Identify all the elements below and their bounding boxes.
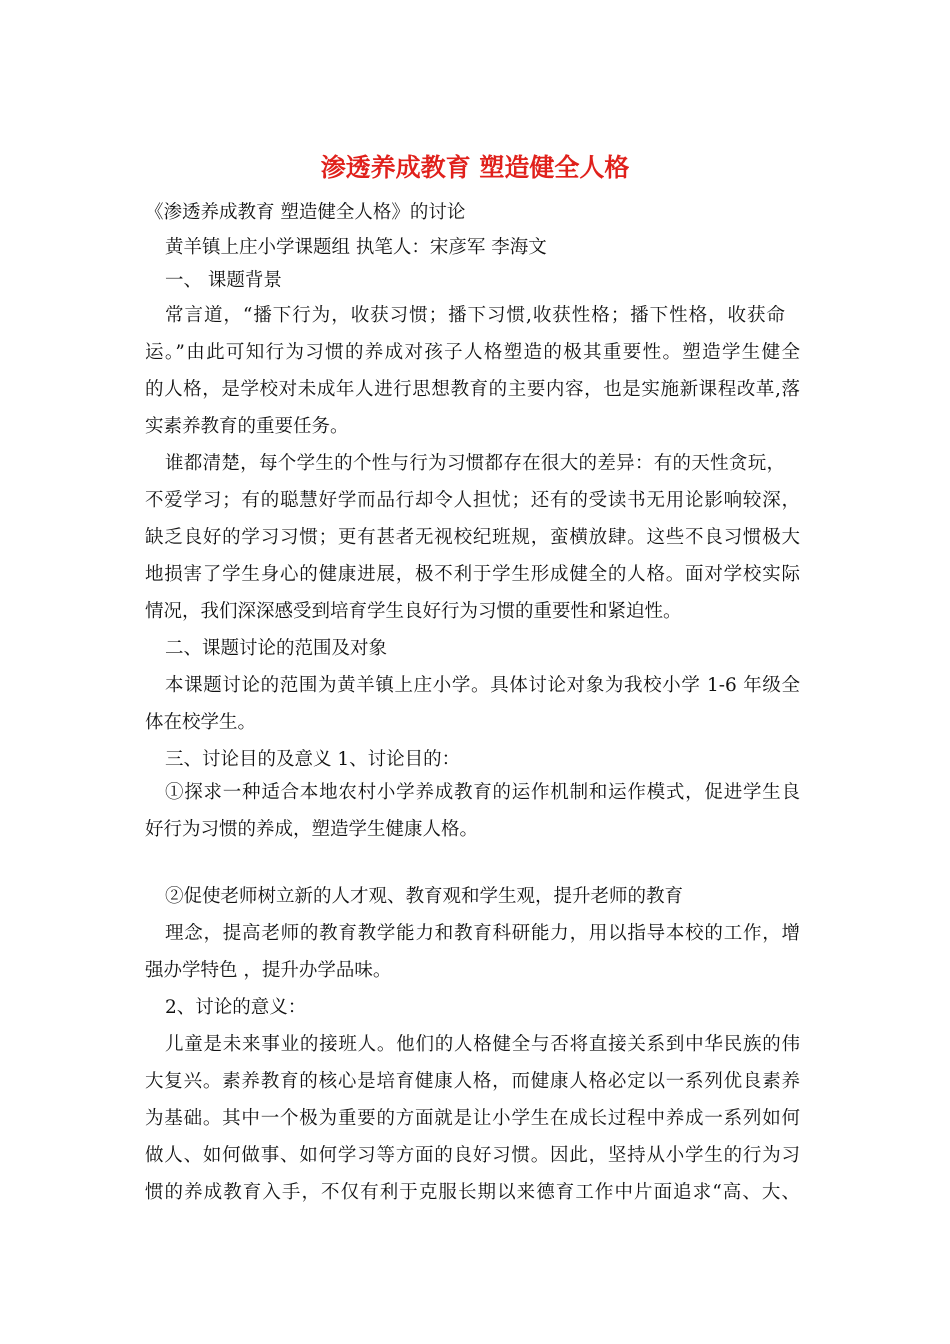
list-item-line: 理念，提高老师的教育教学能力和教育科研能力，用以指导本校的工作，增 bbox=[165, 923, 800, 944]
paragraph-line: 惯的养成教育入手，不仅有利于克服长期以来德育工作中片面追求“高、大、 bbox=[145, 1182, 800, 1203]
paragraph-line: 常言道，“播下行为，收获习惯；播下习惯,收获性格；播下性格，收获命 bbox=[165, 305, 785, 326]
paragraph-line: 的人格，是学校对未成年人进行思想教育的主要内容，也是实施新课程改革,落 bbox=[145, 379, 800, 400]
paragraph-line: 谁都清楚，每个学生的个性与行为习惯都存在很大的差异：有的天性贪玩， bbox=[165, 453, 785, 474]
paragraph-line: 本课题讨论的范围为黄羊镇上庄小学。具体讨论对象为我校小学 1-6 年级全 bbox=[165, 675, 800, 696]
paragraph-line: 做人、如何做事、如何学习等方面的良好习惯。因此，坚持从小学生的行为习 bbox=[145, 1145, 800, 1166]
paragraph-line: 运。”由此可知行为习惯的养成对孩子人格塑造的极其重要性。塑造学生健全 bbox=[145, 342, 800, 363]
list-item-line: ②促使老师树立新的人才观、教育观和学生观，提升老师的教育 bbox=[165, 886, 684, 907]
section-heading: 一、 课题背景 bbox=[165, 270, 282, 291]
paragraph-line: 不爱学习；有的聪慧好学而品行却令人担忧；还有的受读书无用论影响较深， bbox=[145, 490, 800, 511]
paragraph-line: 大复兴。素养教育的核心是培育健康人格，而健康人格必定以一系列优良素养 bbox=[145, 1071, 800, 1092]
list-item-line: ①探求一种适合本地农村小学养成教育的运作机制和运作模式，促进学生良 bbox=[165, 782, 800, 803]
section-heading: 三、讨论目的及意义 1、讨论目的： bbox=[165, 749, 461, 770]
list-item-line: 好行为习惯的养成，塑造学生健康人格。 bbox=[145, 819, 479, 840]
paragraph-line: 实素养教育的重要任务。 bbox=[145, 416, 349, 437]
paragraph-line: 情况，我们深深感受到培育学生良好行为习惯的重要性和紧迫性。 bbox=[145, 601, 682, 622]
paragraph-line: 儿童是未来事业的接班人。他们的人格健全与否将直接关系到中华民族的伟 bbox=[165, 1034, 800, 1055]
paragraph-line: 地损害了学生身心的健康进展，极不利于学生形成健全的人格。面对学校实际 bbox=[145, 564, 800, 585]
list-item-line: 强办学特色 ，提升办学品味。 bbox=[145, 960, 392, 981]
subtitle-line: 《渗透养成教育 塑造健全人格》的讨论 bbox=[145, 202, 466, 223]
subsection-heading: 2、讨论的意义： bbox=[165, 997, 307, 1018]
document-title: 渗透养成教育 塑造健全人格 bbox=[320, 153, 630, 182]
paragraph-line: 体在校学生。 bbox=[145, 712, 257, 733]
paragraph-line: 缺乏良好的学习习惯；更有甚者无视校纪班规，蛮横放肆。这些不良习惯极大 bbox=[145, 527, 800, 548]
paragraph-line: 为基础。其中一个极为重要的方面就是让小学生在成长过程中养成一系列如何 bbox=[145, 1108, 800, 1129]
author-line: 黄羊镇上庄小学课题组 执笔人：宋彦军 李海文 bbox=[165, 237, 547, 258]
section-heading: 二、课题讨论的范围及对象 bbox=[165, 638, 388, 659]
